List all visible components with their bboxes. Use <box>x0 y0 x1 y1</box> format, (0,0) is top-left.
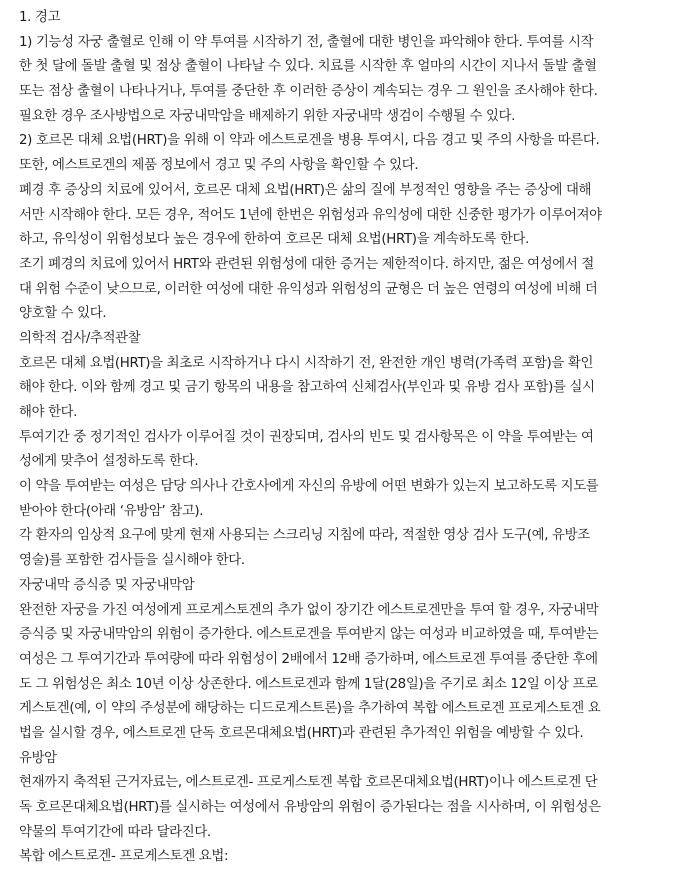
text-line: 게스토겐(예, 이 약의 주성분에 해당하는 디드로게스트론)을 추가하여 복합 에스트로겐 프로게스토겐 요 <box>19 701 601 717</box>
text-line: 해야 한다. 이와 함께 경고 및 금기 항목의 내용을 참고하여 신체검사(부인과 및 유방 검사 포함)를 실시 <box>19 380 595 396</box>
subheading-medical-exam: 의학적 검사/추적관찰 <box>19 330 141 346</box>
text-line: 해야 한다. <box>19 405 78 420</box>
text-line: 필요한 경우 조사방법으로 자궁내막암을 배제하기 위한 자궁내막 생검이 수행될 수 있다. <box>19 108 516 124</box>
text-line: 조기 폐경의 치료에 있어서 HRT와 관련된 위험성에 대한 증거는 제한적이다. 하지만, 젊은 여성에서 절 <box>19 256 594 272</box>
text-line: 서만 시작해야 한다. 모든 경우, 적어도 1년에 한번은 위험성과 유익성에 대한 신중한 평가가 이루어져야 <box>19 207 602 223</box>
text-line: 2) 호르몬 대체 요법(HRT)을 위해 이 약과 에스트로겐을 병용 투여시, 다음 경고 및 주의 사항을 따른다. <box>19 133 600 149</box>
text-line: 받아야 한다(아래 ‘유방암’ 참고). <box>19 503 204 519</box>
text-line: 증식증 및 자궁내막암의 위험이 증가한다. 에스트로겐을 투여받지 않는 여성과 비교하였을 때, 투여받는 <box>19 627 599 643</box>
text-line: 투여기간 중 정기적인 검사가 이루어질 것이 권장되며, 검사의 빈도 및 검사항목은 이 약을 투여받는 여 <box>19 429 594 445</box>
text-line: 폐경 후 증상의 치료에 있어서, 호르몬 대체 요법(HRT)은 삶의 질에 부정적인 영향을 주는 증상에 대해 <box>19 182 592 198</box>
text-line: 약물의 투여기간에 따라 달라진다. <box>19 824 211 840</box>
text-line: 각 환자의 임상적 요구에 맞게 현재 사용되는 스크리닝 지침에 따라, 적절한 영상 검사 도구(예, 유방조 <box>19 528 590 544</box>
text-line: 완전한 자궁을 가진 여성에게 프로게스토겐의 추가 없이 장기간 에스트로겐만을 투여 할 경우, 자궁내막 <box>19 602 599 618</box>
text-line: 여성은 그 투여기간과 투여량에 따라 위험성이 2배에서 12배 증가하며, 에스트로겐 투여를 중단한 후에 <box>19 651 598 667</box>
text-line: 한 첫 달에 돌발 출혈 및 점상 출혈이 나타날 수 있다. 치료를 시작한 후 얼마의 시간이 지나서 돌발 출혈 <box>19 59 597 75</box>
text-line: 현재까지 축적된 근거자료는, 에스트로겐- 프로게스토겐 복합 호르몬대체요법(HRT)이나 에스트로겐 단 <box>19 775 598 791</box>
text-line: 독 호르몬대체요법(HRT)를 실시하는 여성에서 유방암의 위험이 증가된다는 점을 시사하며, 이 위험성은 <box>19 800 601 815</box>
section-heading-warnings: 1. 경고 <box>19 10 61 25</box>
text-line: 하고, 유익성이 위험성보다 높은 경우에 한하여 호르몬 대체 요법(HRT)을 계속하도록 한다. <box>19 232 530 248</box>
text-line: 이 약을 투여받는 여성은 담당 의사나 간호사에게 자신의 유방에 어떤 변화가 있는지 보고하도록 지도를 <box>19 479 599 495</box>
text-line: 영술)를 포함한 검사들을 실시해야 한다. <box>19 553 245 569</box>
subheading-endometrial-hyperplasia: 자궁내막 증식증 및 자궁내막암 <box>19 577 195 593</box>
text-line: 또는 점상 출혈이 나타나거나, 투여를 중단한 후 이러한 증상이 계속되는 경우 그 원인을 조사해야 한다. <box>19 84 598 100</box>
text-line: 호르몬 대체 요법(HRT)을 최초로 시작하거나 다시 시작하기 전, 완전한 개인 병력(가족력 포함)을 확인 <box>19 355 594 371</box>
subheading-breast-cancer: 유방암 <box>19 750 57 766</box>
text-line: 1) 기능성 자궁 출혈로 인해 이 약 투여를 시작하기 전, 출혈에 대한 병인을 파악해야 한다. 투여를 시작 <box>19 34 594 50</box>
text-line: 성에게 맞추어 설정하도록 한다. <box>19 454 199 470</box>
text-line: 또한, 에스트로겐의 제품 정보에서 경고 및 주의 사항을 확인할 수 있다. <box>19 158 419 174</box>
text-line: 대 위험 수준이 낮으므로, 이러한 여성에 대한 유익성과 위험성의 균형은 더 높은 연령의 여성에 비해 더 <box>19 281 598 297</box>
text-line: 도 그 위험성은 최소 10년 이상 상존한다. 에스트로겐과 함께 1달(28일)을 주기로 최소 12일 이상 프로 <box>19 676 598 692</box>
text-line: 법을 실시할 경우, 에스트로겐 단독 호르몬대체요법(HRT)과 관련된 추가적인 위험을 예방할 수 있다. <box>19 725 584 741</box>
text-line: 양호할 수 있다. <box>19 306 107 322</box>
subheading-combined-therapy: 복합 에스트로겐- 프로게스토겐 요법: <box>19 849 229 865</box>
